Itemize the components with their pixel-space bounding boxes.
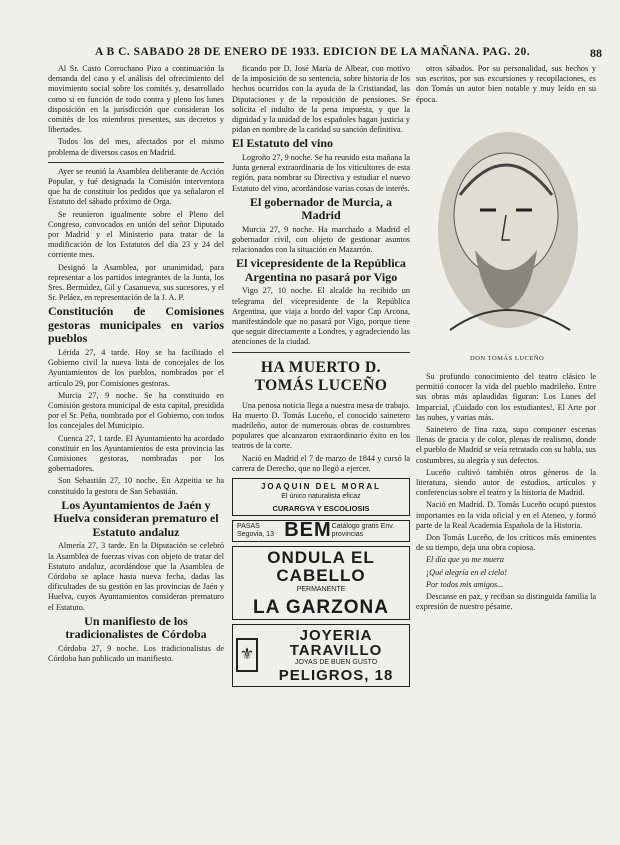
column-3: [416, 64, 596, 107]
ad-subtitle: JOYAS DE BUEN GUSTO: [294, 658, 378, 666]
paragraph: Córdoba 27, 9 noche. Los tradicionalistas de Córdoba han publicado un manifiesto.: [48, 643, 224, 663]
ad-bem: [232, 520, 410, 542]
headline: El gobernador de Murcia, a Madrid: [250, 194, 392, 223]
headline: El Estatuto del vino: [232, 136, 334, 151]
paragraph: Se reunieron igualmente sobre el Pleno del Congreso, convocados en unión del señor Diputado por Madrid y el Ministerio para tratar de la modificación de los Estatutos del día 23 y 24 del corriente mes.: [48, 209, 224, 260]
portrait-caption: DON TOMÁS LUCEÑO: [470, 355, 545, 362]
paragraph: Murcia 27, 9 noche. Se ha constituido en Comisión gestora municipal de esta capital, presidida por el Sr. Peña, nombrado por el Gobierno, con todos los concejales del Municipio.: [48, 390, 224, 431]
column-1: [48, 64, 224, 666]
paragraph: otros sábados. Por su personalidad, sus hechos y sus escritos, por sus excursiones y recopilaciones, es don Tomás un autor bien notable y muy leído en su época.: [416, 64, 596, 104]
paragraph: Todos los del mes, afectados por el mismo problema de diversos casos en Madrid.: [48, 137, 224, 157]
ad-del-moral: [232, 478, 410, 516]
headline: Un manifiesto de los tradicionalistes de Córdoba: [65, 613, 207, 642]
page-number: 88: [590, 46, 602, 60]
paragraph: Designó la Asamblea, por unanimidad, para representar a los partidos integrantes de la Junta, los Sres. Bermúdez, Gil y Casanueva, sus sucesores, y el Sr. Peláez, en representación de la J. A. P.: [48, 262, 224, 303]
ad-brand: BEM: [284, 519, 332, 542]
paragraph: Descanse en paz, y reciban su distinguida familia la expresión de nuestro pésame.: [416, 592, 596, 612]
headline: Constitución de Comisiones gestoras municipales en varios pueblos: [48, 304, 224, 346]
column-3-lower: [416, 372, 596, 614]
paragraph: ficando por D. José María de Albear, con motivo de la imposición de su sentencia, sobre historia de los hechos ocurridos con la ayuda de la Cristiandad, las Diputaciones y de la reposición de pensiones. Se solicita el indulto de la pena impuesta, y que la dignidad y la unidad de los españoles hagan justicia y pidan en nombre de la caridad su sanción definitiva.: [232, 64, 410, 135]
ad-address: PELIGROS, 18: [278, 667, 394, 684]
portrait-illustration: [420, 115, 592, 345]
ad-subtitle: El único naturalista eficaz: [281, 493, 361, 501]
paragraph: Nació en Madrid el 7 de marzo de 1844 y cursó la carrera de Derecho, que no llegó a ejercer.: [232, 453, 410, 473]
headline: El vicepresidente de la República Argentina no pasará por Vigo: [236, 256, 406, 284]
divider: [48, 162, 224, 163]
ad-brand: LA GARZONA: [253, 596, 389, 618]
ad-info: Catálogo gratis Env. provincias: [331, 522, 395, 538]
verse-line: Por todos mis amigos...: [426, 579, 504, 589]
paragraph: Al Sr. Casto Corrochano Pizo a continuación la demanda del caso y el análisis del ofrecimiento del movimiento social sobre los comités y, desarrollado como si en función de todo contra y pleno los lunes disposición en la jurisdicción que consideran los comités de los miembros presentes, sus decretos y libertades.: [48, 64, 224, 135]
paragraph: Lérida 27, 4 tarde. Hoy se ha facilitado el Gobierno civil la nueva lista de concejales de los Ayuntamientos de los pueblos, nombrados por el artículo 29, por Comisiones gestoras.: [48, 347, 224, 388]
paragraph: Murcia 27, 9 noche. Ha marchado a Madrid el gobernador civil, con objeto de gestionar asuntos relacionados con la situación en Mazarrón.: [232, 224, 410, 255]
verse-line: ¡Qué alegría en el cielo!: [426, 567, 507, 577]
ad-subtitle: PERMANENTE: [296, 585, 346, 593]
ad-tagline: CURARGYA Y ESCOLIOSIS: [272, 504, 370, 514]
column-2: [232, 64, 410, 691]
divider: [232, 352, 410, 353]
paragraph: Logroño 27, 9 noche. Se ha reunido esta mañana la Junta general extraordinaria de los viticultores de esta región, para nombrar su Directiva y estudiar el nuevo Estatuto del vino, acordándose varias cosas de interés.: [232, 152, 410, 193]
crest-icon: ⚜: [236, 638, 258, 672]
ad-title: JOAQUIN DEL MORAL: [260, 481, 382, 491]
paragraph: Su profundo conocimiento del teatro clásico le permitió conocer la vida del pueblo madrileño. Entre sus obras más aplaudidas figuran: Los Lunes del Imparcial, ¡Cuidado con los estudiantes!, El Arte por las nubes, y varias más.: [416, 372, 596, 422]
verse-line: El día que yo me muera: [426, 555, 504, 565]
ad-headline: ONDULA EL CABELLO: [267, 547, 375, 585]
page-header: A B C. SABADO 28 DE ENERO DE 1933. EDICION DE LA MAÑANA. PAG. 20.: [95, 46, 531, 58]
paragraph: Ayer se reunió la Asamblea deliberante de Acción Popular, y fué designada la Comisión interventora que ha de constituir los pedidos que ya señalaron el Estatuto del sábado próximo de Orga.: [48, 166, 224, 207]
paragraph: Nació en Madrid. D. Tomás Luceño ocupó puestos importantes en la vida oficial y en el Ateneo, y formó parte de la Real Academia Española de la Historia.: [416, 500, 596, 530]
ad-la-garzona: [232, 546, 410, 620]
ad-address: PASAS Segovia, 13: [237, 522, 274, 538]
headline: Los Ayuntamientos de Jaén y Huelva consideran prematuro el Estatuto andaluz: [53, 497, 219, 539]
ad-joyeria: [232, 624, 410, 687]
paragraph: Luceño cultivó también otros géneros de la literatura, siendo autor de estudios, artículos y conferencias sobre el teatro y la historia de Madrid.: [416, 467, 596, 498]
obituary-headline: HA MUERTO D. TOMÁS LUCEÑO: [254, 358, 388, 394]
paragraph: Don Tomás Luceño, de los críticos más eminentes de su tiempo, deja una obra copiosa.: [416, 533, 596, 553]
paragraph: Cuenca 27, 1 tarde. El Ayuntamiento ha acordado constituir en los Ayuntamientos de esta provincia las Comisiones gestoras, nombradas por los gobernadores.: [48, 433, 224, 474]
paragraph: Sainetero de fina raza, supo componer escenas llenas de gracia y de color, plenas de realismo, donde el pueblo de Madrid se veía retratado con su habla, sus costumbres, su alegría y sus defectos.: [416, 425, 596, 465]
ad-brand: JOYERIA TARAVILLO: [289, 626, 383, 659]
paragraph: Almería 27, 3 tarde. En la Diputación se celebró la Asamblea de fuerzas vivas con objeto de tratar del Estatuto andaluz, acordándose que la Asamblea de Córdoba se aplace hasta nueva fecha, dadas las dificultades de su gestión en las provincias de Jaén y Huelva, cuyos Ayuntamientos consideran prematuro el Estatuto.: [48, 541, 224, 612]
paragraph: Vigo 27, 10 noche. El alcalde ha recibido un telegrama del vicepresidente de la República Argentina, que viaja a bordo del vapor Cap Arcona, manifestándole que no pasará por Vigo, porque tiene que seguir directamente a Londres, y agradeciendo las atenciones de la ciudad.: [232, 286, 410, 347]
paragraph: Son Sebastián 27, 10 noche. En Azpeitia se ha constituido la gestora de San Sebastián.: [48, 476, 224, 496]
paragraph: Una penosa noticia llega a nuestra mesa de trabajo. Ha muerto D. Tomás Luceño, el conocido sainetero madrileño, autor de numerosas obras de costumbres populares que alcanzaron extraordinario éxito en los teatros de la corte.: [232, 400, 410, 451]
